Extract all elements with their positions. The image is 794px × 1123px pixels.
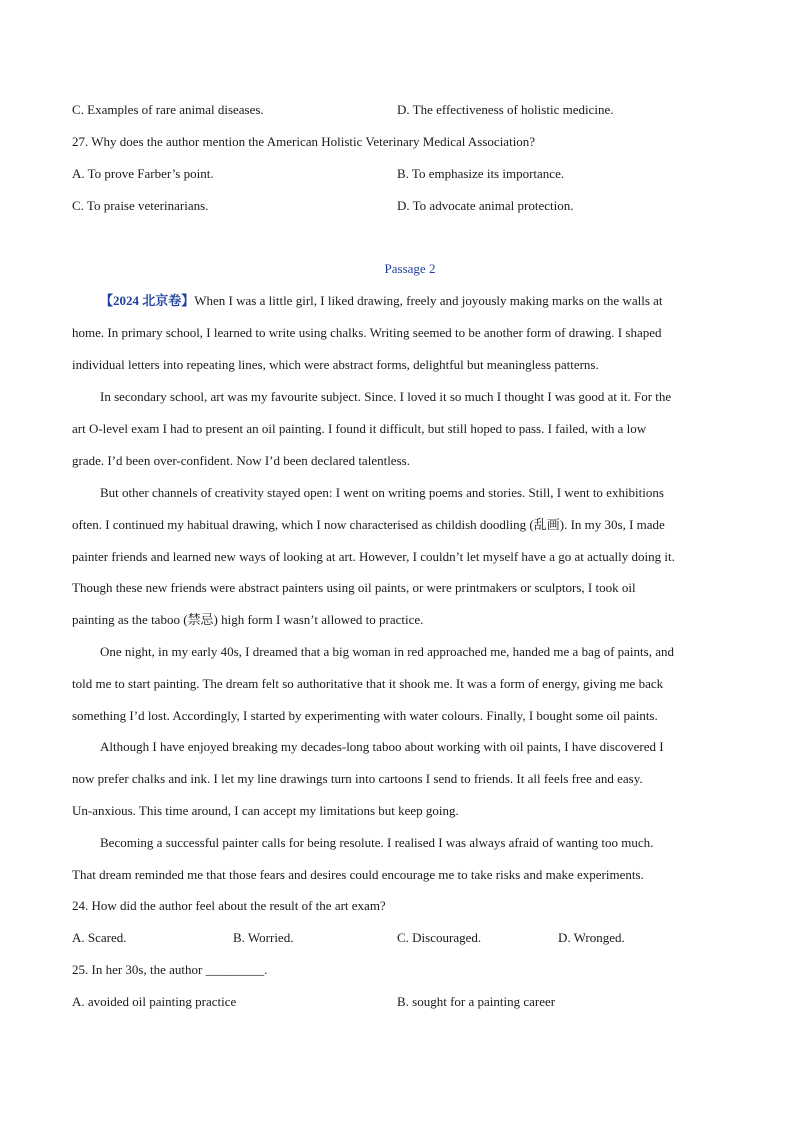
q27-option-c: C. To praise veterinarians. [72, 198, 209, 213]
q27-option-a: A. To prove Farber’s point. [72, 166, 214, 181]
q27-stem: 27. Why does the author mention the American Holistic Veterinary Medical Association? [72, 134, 536, 149]
passage-line-4: In secondary school, art was my favourite subject. Since. I loved it so much I thought I was good at it. For the [100, 389, 672, 404]
q24-option-b: B. Worried. [233, 930, 294, 945]
passage-line-6: grade. I’d been over-confident. Now I’d been declared talentless. [72, 453, 410, 468]
passage-title: Passage 2 [384, 261, 436, 276]
q25-stem: 25. In her 30s, the author _________. [72, 962, 268, 977]
q27-option-d: D. To advocate animal protection. [397, 198, 574, 213]
passage-line-1: 【2024 北京卷】When I was a little girl, I liked drawing, freely and joyously making marks on the walls at [100, 293, 663, 308]
q24-option-d: D. Wronged. [558, 930, 625, 945]
passage-line-19: That dream reminded me that those fears and desires could encourage me to take risks and make experiments. [72, 867, 644, 882]
q26-option-c: C. Examples of rare animal diseases. [72, 102, 264, 117]
passage-line-13: told me to start painting. The dream felt so authoritative that it shook me. It was a form of energy, giving me back [72, 676, 664, 691]
passage-line-12: One night, in my early 40s, I dreamed that a big woman in red approached me, handed me a bag of paints, and [100, 644, 674, 659]
passage-line-3: individual letters into repeating lines, which were abstract forms, delightful but meaningless patterns. [72, 357, 599, 372]
source-tag: 【2024 北京卷】 [100, 293, 195, 308]
passage-line-5: art O-level exam I had to present an oil painting. I found it difficult, but still hoped to pass. I failed, with a low [72, 421, 647, 436]
passage-line-7: But other channels of creativity stayed open: I went on writing poems and stories. Still, I went to exhibitions [100, 485, 664, 500]
q25-option-a: A. avoided oil painting practice [72, 994, 237, 1009]
q25-option-b: B. sought for a painting career [397, 994, 556, 1009]
q26-option-d: D. The effectiveness of holistic medicine. [397, 102, 614, 117]
q27-option-b: B. To emphasize its importance. [397, 166, 565, 181]
passage-line-16: now prefer chalks and ink. I let my line drawings turn into cartoons I send to friends. It all feels free and easy. [72, 771, 643, 786]
passage-line-18: Becoming a successful painter calls for being resolute. I realised I was always afraid of wanting too much. [100, 835, 654, 850]
passage-line-15: Although I have enjoyed breaking my decades-long taboo about working with oil paints, I have discovered I [100, 739, 664, 754]
passage-line-17: Un-anxious. This time around, I can accept my limitations but keep going. [72, 803, 459, 818]
q24-stem: 24. How did the author feel about the result of the art exam? [72, 898, 386, 913]
passage-line-2: home. In primary school, I learned to write using chalks. Writing seemed to be another form of drawing. I shaped [72, 325, 662, 340]
q24-option-c: C. Discouraged. [397, 930, 482, 945]
passage-line-14: something I’d lost. Accordingly, I started by experimenting with water colours. Finally, I bought some oil paints. [72, 708, 658, 723]
passage-line-11: painting as the taboo (禁忌) high form I wasn’t allowed to practice. [72, 612, 424, 627]
passage-line-8: often. I continued my habitual drawing, which I now characterised as childish doodling (乱画). In my 30s, I made [72, 517, 665, 532]
passage-line-9: painter friends and learned new ways of looking at art. However, I couldn’t let myself have a go at actually doing it. [72, 549, 675, 564]
passage-line-10: Though these new friends were abstract painters using oil paints, or were printmakers or sculptors, I took oil [72, 580, 636, 595]
q24-option-a: A. Scared. [72, 930, 127, 945]
